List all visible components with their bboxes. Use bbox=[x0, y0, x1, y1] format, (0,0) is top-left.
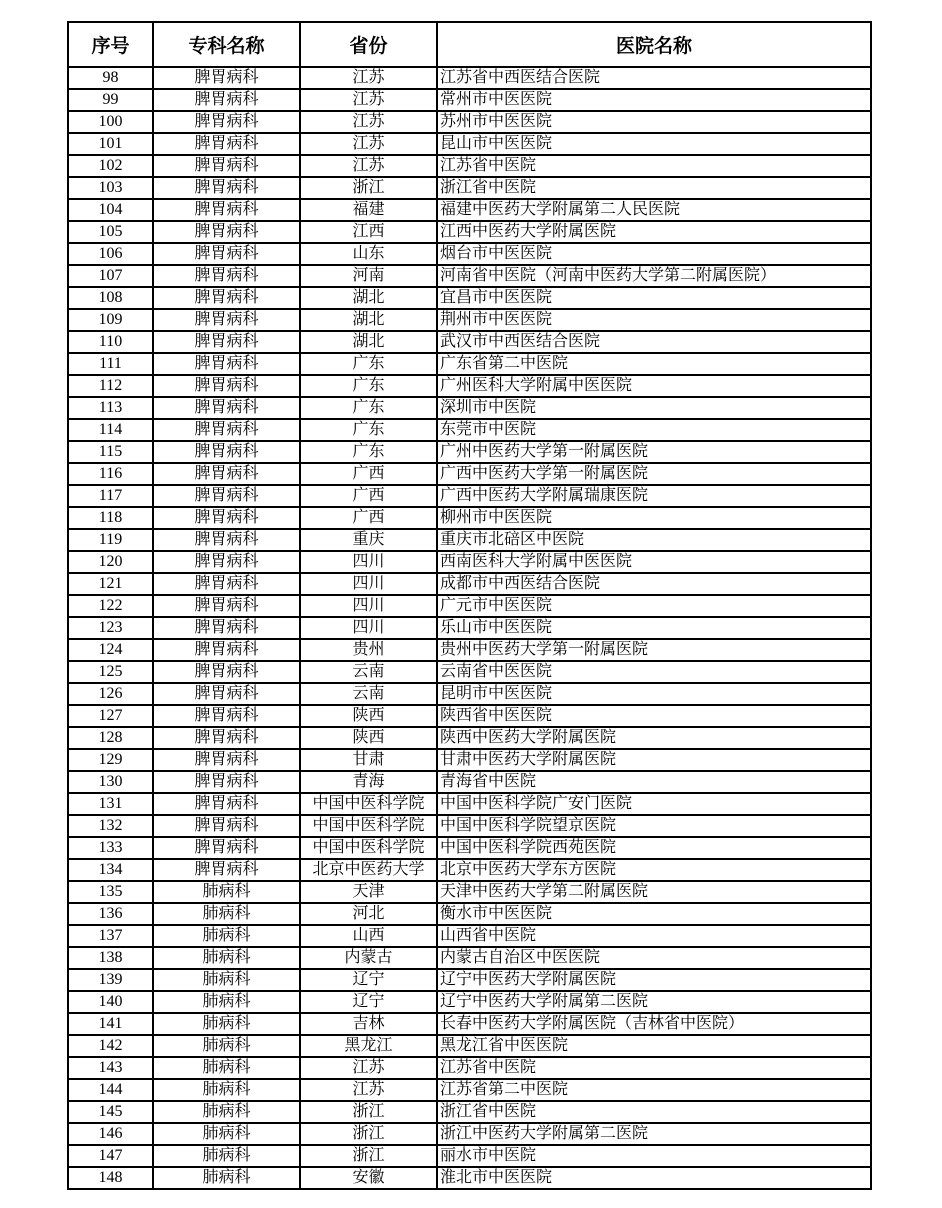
cell-province: 湖北 bbox=[300, 331, 437, 353]
cell-index: 126 bbox=[68, 683, 153, 705]
cell-hospital: 西南医科大学附属中医医院 bbox=[437, 551, 871, 573]
cell-province: 贵州 bbox=[300, 639, 437, 661]
cell-specialty: 脾胃病科 bbox=[153, 683, 300, 705]
cell-specialty: 肺病科 bbox=[153, 947, 300, 969]
cell-specialty: 脾胃病科 bbox=[153, 265, 300, 287]
cell-specialty: 脾胃病科 bbox=[153, 67, 300, 89]
cell-hospital: 陕西省中医医院 bbox=[437, 705, 871, 727]
table-row bbox=[68, 749, 871, 771]
cell-hospital: 广元市中医医院 bbox=[437, 595, 871, 617]
cell-province: 四川 bbox=[300, 617, 437, 639]
cell-hospital: 江苏省中医院 bbox=[437, 1057, 871, 1079]
cell-specialty: 肺病科 bbox=[153, 969, 300, 991]
cell-province: 安徽 bbox=[300, 1167, 437, 1189]
cell-index: 125 bbox=[68, 661, 153, 683]
cell-province: 江苏 bbox=[300, 1079, 437, 1101]
cell-index: 100 bbox=[68, 111, 153, 133]
table-row bbox=[68, 441, 871, 463]
cell-province: 中国中医科学院 bbox=[300, 793, 437, 815]
table-row bbox=[68, 111, 871, 133]
cell-hospital: 福建中医药大学附属第二人民医院 bbox=[437, 199, 871, 221]
cell-specialty: 脾胃病科 bbox=[153, 375, 300, 397]
cell-hospital: 黑龙江省中医医院 bbox=[437, 1035, 871, 1057]
cell-province: 广东 bbox=[300, 419, 437, 441]
cell-province: 陕西 bbox=[300, 727, 437, 749]
cell-province: 江苏 bbox=[300, 89, 437, 111]
cell-hospital: 衡水市中医医院 bbox=[437, 903, 871, 925]
table-row bbox=[68, 727, 871, 749]
cell-index: 119 bbox=[68, 529, 153, 551]
cell-specialty: 脾胃病科 bbox=[153, 243, 300, 265]
cell-province: 天津 bbox=[300, 881, 437, 903]
cell-specialty: 脾胃病科 bbox=[153, 221, 300, 243]
cell-hospital: 内蒙古自治区中医医院 bbox=[437, 947, 871, 969]
cell-specialty: 肺病科 bbox=[153, 1035, 300, 1057]
cell-specialty: 脾胃病科 bbox=[153, 529, 300, 551]
table-row bbox=[68, 485, 871, 507]
cell-specialty: 脾胃病科 bbox=[153, 727, 300, 749]
cell-index: 129 bbox=[68, 749, 153, 771]
cell-province: 青海 bbox=[300, 771, 437, 793]
cell-index: 118 bbox=[68, 507, 153, 529]
cell-province: 福建 bbox=[300, 199, 437, 221]
table-row bbox=[68, 463, 871, 485]
cell-hospital: 荆州市中医医院 bbox=[437, 309, 871, 331]
cell-index: 111 bbox=[68, 353, 153, 375]
cell-province: 广东 bbox=[300, 397, 437, 419]
cell-hospital: 浙江省中医院 bbox=[437, 1101, 871, 1123]
cell-specialty: 脾胃病科 bbox=[153, 111, 300, 133]
table-row bbox=[68, 617, 871, 639]
cell-index: 103 bbox=[68, 177, 153, 199]
table-row bbox=[68, 155, 871, 177]
table-row bbox=[68, 683, 871, 705]
cell-index: 105 bbox=[68, 221, 153, 243]
cell-province: 中国中医科学院 bbox=[300, 837, 437, 859]
table-row bbox=[68, 1013, 871, 1035]
table-row bbox=[68, 859, 871, 881]
table-row bbox=[68, 1057, 871, 1079]
table-row bbox=[68, 177, 871, 199]
cell-index: 130 bbox=[68, 771, 153, 793]
cell-specialty: 脾胃病科 bbox=[153, 551, 300, 573]
cell-province: 辽宁 bbox=[300, 991, 437, 1013]
cell-hospital: 昆山市中医医院 bbox=[437, 133, 871, 155]
cell-hospital: 浙江省中医院 bbox=[437, 177, 871, 199]
cell-specialty: 脾胃病科 bbox=[153, 463, 300, 485]
cell-specialty: 脾胃病科 bbox=[153, 89, 300, 111]
cell-hospital: 广西中医药大学第一附属医院 bbox=[437, 463, 871, 485]
cell-province: 江苏 bbox=[300, 155, 437, 177]
cell-province: 云南 bbox=[300, 683, 437, 705]
cell-hospital: 江西中医药大学附属医院 bbox=[437, 221, 871, 243]
cell-hospital: 山西省中医院 bbox=[437, 925, 871, 947]
cell-index: 134 bbox=[68, 859, 153, 881]
table-row bbox=[68, 529, 871, 551]
cell-specialty: 肺病科 bbox=[153, 1145, 300, 1167]
table-row bbox=[68, 595, 871, 617]
cell-province: 浙江 bbox=[300, 177, 437, 199]
cell-index: 98 bbox=[68, 67, 153, 89]
cell-hospital: 烟台市中医医院 bbox=[437, 243, 871, 265]
cell-hospital: 广州医科大学附属中医医院 bbox=[437, 375, 871, 397]
cell-specialty: 脾胃病科 bbox=[153, 397, 300, 419]
cell-hospital: 淮北市中医医院 bbox=[437, 1167, 871, 1189]
cell-province: 广东 bbox=[300, 353, 437, 375]
table-row bbox=[68, 947, 871, 969]
cell-specialty: 脾胃病科 bbox=[153, 133, 300, 155]
table-row bbox=[68, 397, 871, 419]
cell-hospital: 天津中医药大学第二附属医院 bbox=[437, 881, 871, 903]
header-specialty: 专科名称 bbox=[153, 22, 300, 67]
cell-specialty: 脾胃病科 bbox=[153, 573, 300, 595]
cell-hospital: 浙江中医药大学附属第二医院 bbox=[437, 1123, 871, 1145]
cell-specialty: 脾胃病科 bbox=[153, 309, 300, 331]
table-row bbox=[68, 925, 871, 947]
table-row bbox=[68, 705, 871, 727]
cell-specialty: 脾胃病科 bbox=[153, 155, 300, 177]
cell-index: 122 bbox=[68, 595, 153, 617]
cell-index: 113 bbox=[68, 397, 153, 419]
cell-index: 143 bbox=[68, 1057, 153, 1079]
cell-index: 133 bbox=[68, 837, 153, 859]
table-row bbox=[68, 573, 871, 595]
cell-hospital: 长春中医药大学附属医院（吉林省中医院） bbox=[437, 1013, 871, 1035]
cell-hospital: 中国中医科学院广安门医院 bbox=[437, 793, 871, 815]
cell-province: 湖北 bbox=[300, 287, 437, 309]
cell-province: 江苏 bbox=[300, 111, 437, 133]
cell-specialty: 脾胃病科 bbox=[153, 353, 300, 375]
cell-index: 140 bbox=[68, 991, 153, 1013]
cell-index: 121 bbox=[68, 573, 153, 595]
cell-index: 114 bbox=[68, 419, 153, 441]
cell-specialty: 脾胃病科 bbox=[153, 837, 300, 859]
cell-specialty: 脾胃病科 bbox=[153, 595, 300, 617]
cell-specialty: 肺病科 bbox=[153, 925, 300, 947]
table-row bbox=[68, 89, 871, 111]
cell-hospital: 成都市中西医结合医院 bbox=[437, 573, 871, 595]
header-province: 省份 bbox=[300, 22, 437, 67]
cell-hospital: 辽宁中医药大学附属医院 bbox=[437, 969, 871, 991]
table-row bbox=[68, 837, 871, 859]
cell-hospital: 陕西中医药大学附属医院 bbox=[437, 727, 871, 749]
cell-specialty: 肺病科 bbox=[153, 991, 300, 1013]
cell-province: 江苏 bbox=[300, 1057, 437, 1079]
table-row bbox=[68, 67, 871, 89]
cell-specialty: 脾胃病科 bbox=[153, 331, 300, 353]
cell-index: 123 bbox=[68, 617, 153, 639]
cell-index: 117 bbox=[68, 485, 153, 507]
cell-specialty: 脾胃病科 bbox=[153, 177, 300, 199]
cell-province: 广西 bbox=[300, 485, 437, 507]
cell-index: 146 bbox=[68, 1123, 153, 1145]
cell-hospital: 柳州市中医医院 bbox=[437, 507, 871, 529]
cell-specialty: 脾胃病科 bbox=[153, 859, 300, 881]
table-row bbox=[68, 1101, 871, 1123]
cell-specialty: 脾胃病科 bbox=[153, 661, 300, 683]
cell-province: 山东 bbox=[300, 243, 437, 265]
table-body bbox=[68, 67, 871, 1189]
cell-province: 江苏 bbox=[300, 133, 437, 155]
cell-province: 江苏 bbox=[300, 67, 437, 89]
table-row bbox=[68, 639, 871, 661]
cell-hospital: 云南省中医医院 bbox=[437, 661, 871, 683]
cell-specialty: 肺病科 bbox=[153, 1101, 300, 1123]
table-row bbox=[68, 661, 871, 683]
cell-specialty: 脾胃病科 bbox=[153, 199, 300, 221]
cell-index: 115 bbox=[68, 441, 153, 463]
table-row bbox=[68, 419, 871, 441]
table-row bbox=[68, 903, 871, 925]
cell-province: 广东 bbox=[300, 375, 437, 397]
cell-hospital: 常州市中医医院 bbox=[437, 89, 871, 111]
table-row bbox=[68, 1035, 871, 1057]
cell-index: 142 bbox=[68, 1035, 153, 1057]
cell-hospital: 昆明市中医医院 bbox=[437, 683, 871, 705]
cell-hospital: 贵州中医药大学第一附属医院 bbox=[437, 639, 871, 661]
cell-index: 108 bbox=[68, 287, 153, 309]
cell-province: 云南 bbox=[300, 661, 437, 683]
header-hospital: 医院名称 bbox=[437, 22, 871, 67]
cell-hospital: 苏州市中医医院 bbox=[437, 111, 871, 133]
cell-index: 109 bbox=[68, 309, 153, 331]
cell-specialty: 脾胃病科 bbox=[153, 617, 300, 639]
cell-province: 广西 bbox=[300, 463, 437, 485]
cell-specialty: 脾胃病科 bbox=[153, 441, 300, 463]
cell-index: 145 bbox=[68, 1101, 153, 1123]
cell-specialty: 肺病科 bbox=[153, 1013, 300, 1035]
table-row bbox=[68, 243, 871, 265]
cell-specialty: 肺病科 bbox=[153, 1079, 300, 1101]
cell-specialty: 肺病科 bbox=[153, 1167, 300, 1189]
cell-hospital: 辽宁中医药大学附属第二医院 bbox=[437, 991, 871, 1013]
cell-index: 112 bbox=[68, 375, 153, 397]
header-row bbox=[68, 22, 871, 67]
cell-hospital: 河南省中医院（河南中医药大学第二附属医院） bbox=[437, 265, 871, 287]
table-row bbox=[68, 771, 871, 793]
table-row bbox=[68, 881, 871, 903]
cell-index: 128 bbox=[68, 727, 153, 749]
cell-specialty: 脾胃病科 bbox=[153, 815, 300, 837]
cell-index: 104 bbox=[68, 199, 153, 221]
cell-province: 浙江 bbox=[300, 1123, 437, 1145]
table-row bbox=[68, 1079, 871, 1101]
cell-hospital: 中国中医科学院望京医院 bbox=[437, 815, 871, 837]
table-row bbox=[68, 969, 871, 991]
cell-index: 144 bbox=[68, 1079, 153, 1101]
header-index: 序号 bbox=[68, 22, 153, 67]
cell-province: 内蒙古 bbox=[300, 947, 437, 969]
cell-province: 山西 bbox=[300, 925, 437, 947]
cell-hospital: 青海省中医院 bbox=[437, 771, 871, 793]
cell-province: 辽宁 bbox=[300, 969, 437, 991]
cell-specialty: 脾胃病科 bbox=[153, 793, 300, 815]
cell-index: 131 bbox=[68, 793, 153, 815]
cell-hospital: 武汉市中西医结合医院 bbox=[437, 331, 871, 353]
cell-specialty: 肺病科 bbox=[153, 1057, 300, 1079]
cell-province: 四川 bbox=[300, 551, 437, 573]
cell-specialty: 脾胃病科 bbox=[153, 749, 300, 771]
cell-hospital: 东莞市中医院 bbox=[437, 419, 871, 441]
cell-specialty: 脾胃病科 bbox=[153, 507, 300, 529]
cell-hospital: 宜昌市中医医院 bbox=[437, 287, 871, 309]
cell-specialty: 脾胃病科 bbox=[153, 705, 300, 727]
cell-province: 陕西 bbox=[300, 705, 437, 727]
cell-province: 河北 bbox=[300, 903, 437, 925]
cell-hospital: 深圳市中医院 bbox=[437, 397, 871, 419]
cell-province: 四川 bbox=[300, 573, 437, 595]
table-row bbox=[68, 551, 871, 573]
cell-province: 广西 bbox=[300, 507, 437, 529]
cell-province: 河南 bbox=[300, 265, 437, 287]
cell-specialty: 脾胃病科 bbox=[153, 771, 300, 793]
cell-province: 浙江 bbox=[300, 1145, 437, 1167]
table-row bbox=[68, 991, 871, 1013]
cell-index: 136 bbox=[68, 903, 153, 925]
cell-specialty: 脾胃病科 bbox=[153, 419, 300, 441]
table-row bbox=[68, 1167, 871, 1189]
cell-index: 99 bbox=[68, 89, 153, 111]
cell-specialty: 脾胃病科 bbox=[153, 287, 300, 309]
cell-index: 132 bbox=[68, 815, 153, 837]
table-row bbox=[68, 353, 871, 375]
cell-hospital: 江苏省中西医结合医院 bbox=[437, 67, 871, 89]
cell-province: 广东 bbox=[300, 441, 437, 463]
cell-index: 141 bbox=[68, 1013, 153, 1035]
table-row bbox=[68, 133, 871, 155]
cell-province: 浙江 bbox=[300, 1101, 437, 1123]
cell-index: 107 bbox=[68, 265, 153, 287]
cell-index: 116 bbox=[68, 463, 153, 485]
table-row bbox=[68, 287, 871, 309]
table-row bbox=[68, 309, 871, 331]
cell-index: 137 bbox=[68, 925, 153, 947]
cell-specialty: 脾胃病科 bbox=[153, 485, 300, 507]
cell-hospital: 丽水市中医院 bbox=[437, 1145, 871, 1167]
table-row bbox=[68, 1145, 871, 1167]
cell-index: 124 bbox=[68, 639, 153, 661]
cell-province: 湖北 bbox=[300, 309, 437, 331]
table-row bbox=[68, 1123, 871, 1145]
cell-index: 147 bbox=[68, 1145, 153, 1167]
table-row bbox=[68, 375, 871, 397]
cell-province: 四川 bbox=[300, 595, 437, 617]
table-row bbox=[68, 507, 871, 529]
cell-index: 135 bbox=[68, 881, 153, 903]
cell-hospital: 江苏省中医院 bbox=[437, 155, 871, 177]
hospital-table bbox=[67, 21, 872, 1190]
cell-index: 102 bbox=[68, 155, 153, 177]
cell-index: 127 bbox=[68, 705, 153, 727]
cell-hospital: 重庆市北碚区中医院 bbox=[437, 529, 871, 551]
cell-index: 138 bbox=[68, 947, 153, 969]
cell-province: 江西 bbox=[300, 221, 437, 243]
cell-province: 重庆 bbox=[300, 529, 437, 551]
cell-hospital: 中国中医科学院西苑医院 bbox=[437, 837, 871, 859]
cell-province: 黑龙江 bbox=[300, 1035, 437, 1057]
cell-specialty: 肺病科 bbox=[153, 1123, 300, 1145]
cell-hospital: 广东省第二中医院 bbox=[437, 353, 871, 375]
cell-specialty: 肺病科 bbox=[153, 903, 300, 925]
cell-province: 中国中医科学院 bbox=[300, 815, 437, 837]
table-row bbox=[68, 199, 871, 221]
cell-hospital: 甘肃中医药大学附属医院 bbox=[437, 749, 871, 771]
cell-index: 120 bbox=[68, 551, 153, 573]
table-header bbox=[68, 22, 871, 67]
cell-province: 北京中医药大学 bbox=[300, 859, 437, 881]
table-row bbox=[68, 815, 871, 837]
cell-hospital: 江苏省第二中医院 bbox=[437, 1079, 871, 1101]
cell-specialty: 脾胃病科 bbox=[153, 639, 300, 661]
cell-province: 甘肃 bbox=[300, 749, 437, 771]
table-row bbox=[68, 331, 871, 353]
table-row bbox=[68, 793, 871, 815]
cell-hospital: 乐山市中医医院 bbox=[437, 617, 871, 639]
cell-hospital: 广西中医药大学附属瑞康医院 bbox=[437, 485, 871, 507]
cell-province: 吉林 bbox=[300, 1013, 437, 1035]
table-row bbox=[68, 221, 871, 243]
cell-index: 110 bbox=[68, 331, 153, 353]
table-row bbox=[68, 265, 871, 287]
cell-specialty: 肺病科 bbox=[153, 881, 300, 903]
cell-index: 106 bbox=[68, 243, 153, 265]
cell-index: 101 bbox=[68, 133, 153, 155]
cell-hospital: 广州中医药大学第一附属医院 bbox=[437, 441, 871, 463]
cell-index: 148 bbox=[68, 1167, 153, 1189]
cell-hospital: 北京中医药大学东方医院 bbox=[437, 859, 871, 881]
cell-index: 139 bbox=[68, 969, 153, 991]
